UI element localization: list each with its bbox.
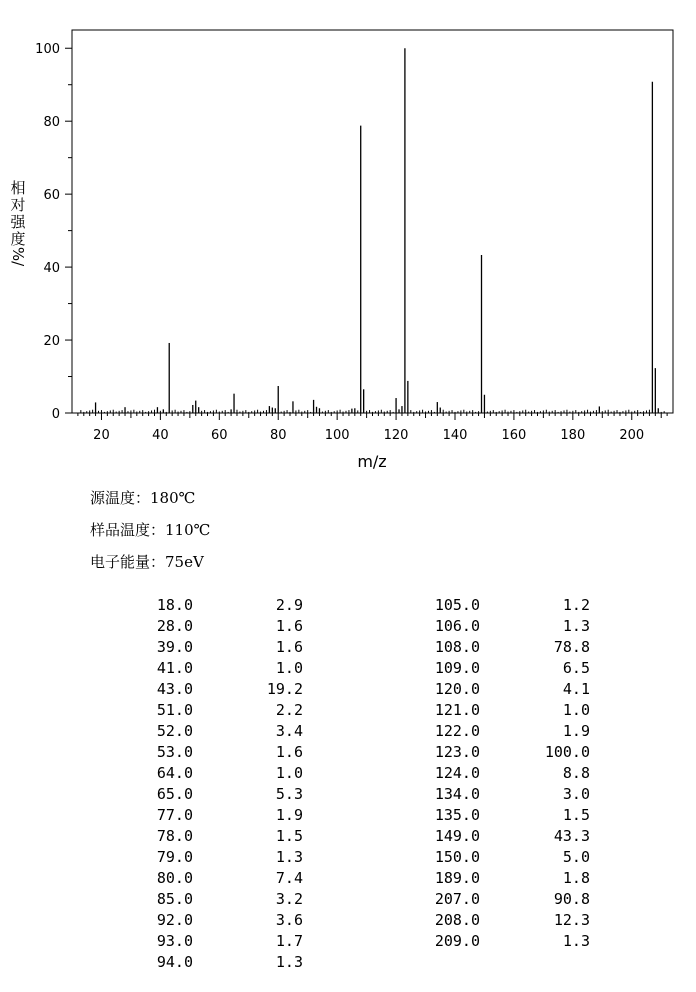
table-row bbox=[143, 889, 303, 910]
intensity-value: 1.9 bbox=[562, 722, 590, 740]
peak-table-left bbox=[143, 595, 303, 973]
mz-value: 28.0 bbox=[156, 617, 193, 635]
y-axis-label-unit: %/ bbox=[9, 246, 28, 267]
table-row bbox=[143, 826, 303, 847]
table-row bbox=[143, 868, 303, 889]
table-row bbox=[430, 742, 590, 763]
source-temperature: 源温度：180℃ bbox=[90, 489, 196, 507]
intensity-value: 1.3 bbox=[562, 932, 590, 950]
table-row bbox=[143, 700, 303, 721]
x-tick-label: 160 bbox=[501, 428, 527, 443]
mz-value: 52.0 bbox=[156, 722, 193, 740]
mz-value: 120.0 bbox=[434, 680, 480, 698]
intensity-value: 100.0 bbox=[544, 743, 590, 761]
mz-value: 43.0 bbox=[156, 680, 193, 698]
mz-value: 65.0 bbox=[156, 785, 193, 803]
table-row bbox=[143, 742, 303, 763]
table-row bbox=[430, 595, 590, 616]
mz-value: 150.0 bbox=[434, 848, 480, 866]
mz-value: 94.0 bbox=[156, 953, 193, 971]
y-tick-label: 20 bbox=[43, 334, 60, 350]
mz-value: 79.0 bbox=[156, 848, 193, 866]
mz-value: 93.0 bbox=[156, 932, 193, 950]
intensity-value: 1.6 bbox=[275, 743, 303, 761]
intensity-value: 4.1 bbox=[562, 680, 590, 698]
intensity-value: 3.0 bbox=[562, 785, 590, 803]
table-row bbox=[430, 889, 590, 910]
mz-value: 78.0 bbox=[156, 827, 193, 845]
table-row bbox=[430, 868, 590, 889]
mz-value: 39.0 bbox=[156, 638, 193, 656]
intensity-value: 5.3 bbox=[275, 785, 303, 803]
mz-value: 189.0 bbox=[434, 869, 480, 887]
table-row bbox=[143, 910, 303, 931]
mz-value: 18.0 bbox=[156, 596, 193, 614]
mz-value: 41.0 bbox=[156, 659, 193, 677]
electron-energy: 电子能量：75eV bbox=[90, 553, 204, 571]
mz-value: 80.0 bbox=[156, 869, 193, 887]
mz-value: 134.0 bbox=[434, 785, 480, 803]
mz-value: 123.0 bbox=[434, 743, 480, 761]
intensity-value: 1.0 bbox=[275, 659, 303, 677]
table-row bbox=[430, 679, 590, 700]
sample-temperature: 样品温度：110℃ bbox=[90, 521, 211, 539]
table-row bbox=[430, 910, 590, 931]
x-axis bbox=[78, 413, 667, 443]
intensity-value: 1.0 bbox=[275, 764, 303, 782]
x-tick-label: 100 bbox=[324, 428, 350, 443]
table-row bbox=[430, 931, 590, 952]
intensity-value: 1.3 bbox=[275, 848, 303, 866]
y-axis-label bbox=[8, 180, 28, 265]
intensity-value: 1.3 bbox=[562, 617, 590, 635]
mz-value: 64.0 bbox=[156, 764, 193, 782]
y-tick-label: 40 bbox=[43, 261, 60, 277]
table-row bbox=[143, 952, 303, 973]
mass-spectrum-chart bbox=[0, 0, 696, 480]
mz-value: 207.0 bbox=[434, 890, 480, 908]
intensity-value: 1.7 bbox=[275, 932, 303, 950]
intensity-value: 90.8 bbox=[553, 890, 590, 908]
intensity-value: 1.5 bbox=[275, 827, 303, 845]
table-row bbox=[430, 700, 590, 721]
x-tick-label: 200 bbox=[619, 428, 645, 443]
x-tick-label: 120 bbox=[383, 428, 409, 443]
peak-bars bbox=[96, 48, 659, 413]
intensity-value: 3.4 bbox=[275, 722, 303, 740]
intensity-value: 1.5 bbox=[562, 806, 590, 824]
y-axis bbox=[35, 42, 72, 422]
mz-value: 108.0 bbox=[434, 638, 480, 656]
mz-value: 53.0 bbox=[156, 743, 193, 761]
x-tick-label: 80 bbox=[269, 428, 287, 443]
mz-value: 92.0 bbox=[156, 911, 193, 929]
x-tick-label: 180 bbox=[560, 428, 586, 443]
table-row bbox=[430, 847, 590, 868]
table-row bbox=[143, 679, 303, 700]
table-row bbox=[430, 784, 590, 805]
mz-value: 109.0 bbox=[434, 659, 480, 677]
x-tick-label: 20 bbox=[93, 428, 110, 443]
y-axis-label-char: 度 bbox=[10, 230, 26, 248]
intensity-value: 6.5 bbox=[562, 659, 590, 677]
mz-value: 85.0 bbox=[156, 890, 193, 908]
intensity-value: 43.3 bbox=[553, 827, 590, 845]
y-tick-label: 0 bbox=[51, 407, 60, 422]
table-row bbox=[143, 763, 303, 784]
mz-value: 77.0 bbox=[156, 806, 193, 824]
table-row bbox=[143, 931, 303, 952]
intensity-value: 3.2 bbox=[275, 890, 303, 908]
intensity-value: 5.0 bbox=[562, 848, 590, 866]
mz-value: 208.0 bbox=[434, 911, 480, 929]
x-tick-label: 60 bbox=[211, 428, 228, 443]
intensity-value: 12.3 bbox=[553, 911, 590, 929]
table-row bbox=[143, 637, 303, 658]
table-row bbox=[430, 721, 590, 742]
table-row bbox=[430, 616, 590, 637]
intensity-value: 8.8 bbox=[562, 764, 590, 782]
peak-table-right bbox=[430, 595, 590, 952]
table-row bbox=[143, 805, 303, 826]
y-axis-label-char: 强 bbox=[10, 213, 26, 231]
intensity-value: 3.6 bbox=[275, 911, 303, 929]
intensity-value: 1.6 bbox=[275, 617, 303, 635]
intensity-value: 2.9 bbox=[275, 596, 303, 614]
mz-value: 209.0 bbox=[434, 932, 480, 950]
mz-value: 122.0 bbox=[434, 722, 480, 740]
table-row bbox=[143, 784, 303, 805]
intensity-value: 1.3 bbox=[275, 953, 303, 971]
intensity-value: 2.2 bbox=[275, 701, 303, 719]
x-axis-label: m/z bbox=[357, 452, 387, 471]
y-tick-label: 80 bbox=[43, 115, 60, 131]
intensity-value: 1.2 bbox=[562, 596, 590, 614]
mz-value: 51.0 bbox=[156, 701, 193, 719]
y-tick-label: 60 bbox=[43, 188, 60, 204]
mz-value: 121.0 bbox=[434, 701, 480, 719]
x-tick-label: 140 bbox=[442, 428, 468, 443]
intensity-value: 1.8 bbox=[562, 869, 590, 887]
intensity-value: 1.6 bbox=[275, 638, 303, 656]
y-axis-label-char: 对 bbox=[10, 196, 26, 214]
mz-value: 135.0 bbox=[434, 806, 480, 824]
table-row bbox=[430, 805, 590, 826]
table-row bbox=[430, 826, 590, 847]
table-row bbox=[430, 763, 590, 784]
table-row bbox=[143, 721, 303, 742]
mz-value: 105.0 bbox=[434, 596, 480, 614]
mz-value: 106.0 bbox=[434, 617, 480, 635]
intensity-value: 1.9 bbox=[275, 806, 303, 824]
table-row bbox=[143, 595, 303, 616]
table-row bbox=[143, 847, 303, 868]
table-row bbox=[143, 616, 303, 637]
table-row bbox=[143, 658, 303, 679]
intensity-value: 1.0 bbox=[562, 701, 590, 719]
plot-frame bbox=[72, 30, 673, 413]
table-row bbox=[430, 658, 590, 679]
table-row bbox=[430, 637, 590, 658]
y-tick-label: 100 bbox=[35, 42, 60, 58]
intensity-value: 78.8 bbox=[553, 638, 590, 656]
mz-value: 149.0 bbox=[434, 827, 480, 845]
intensity-value: 19.2 bbox=[266, 680, 303, 698]
x-tick-label: 40 bbox=[152, 428, 169, 443]
y-axis-label-char: 相 bbox=[10, 179, 26, 197]
mz-value: 124.0 bbox=[434, 764, 480, 782]
intensity-value: 7.4 bbox=[275, 869, 303, 887]
